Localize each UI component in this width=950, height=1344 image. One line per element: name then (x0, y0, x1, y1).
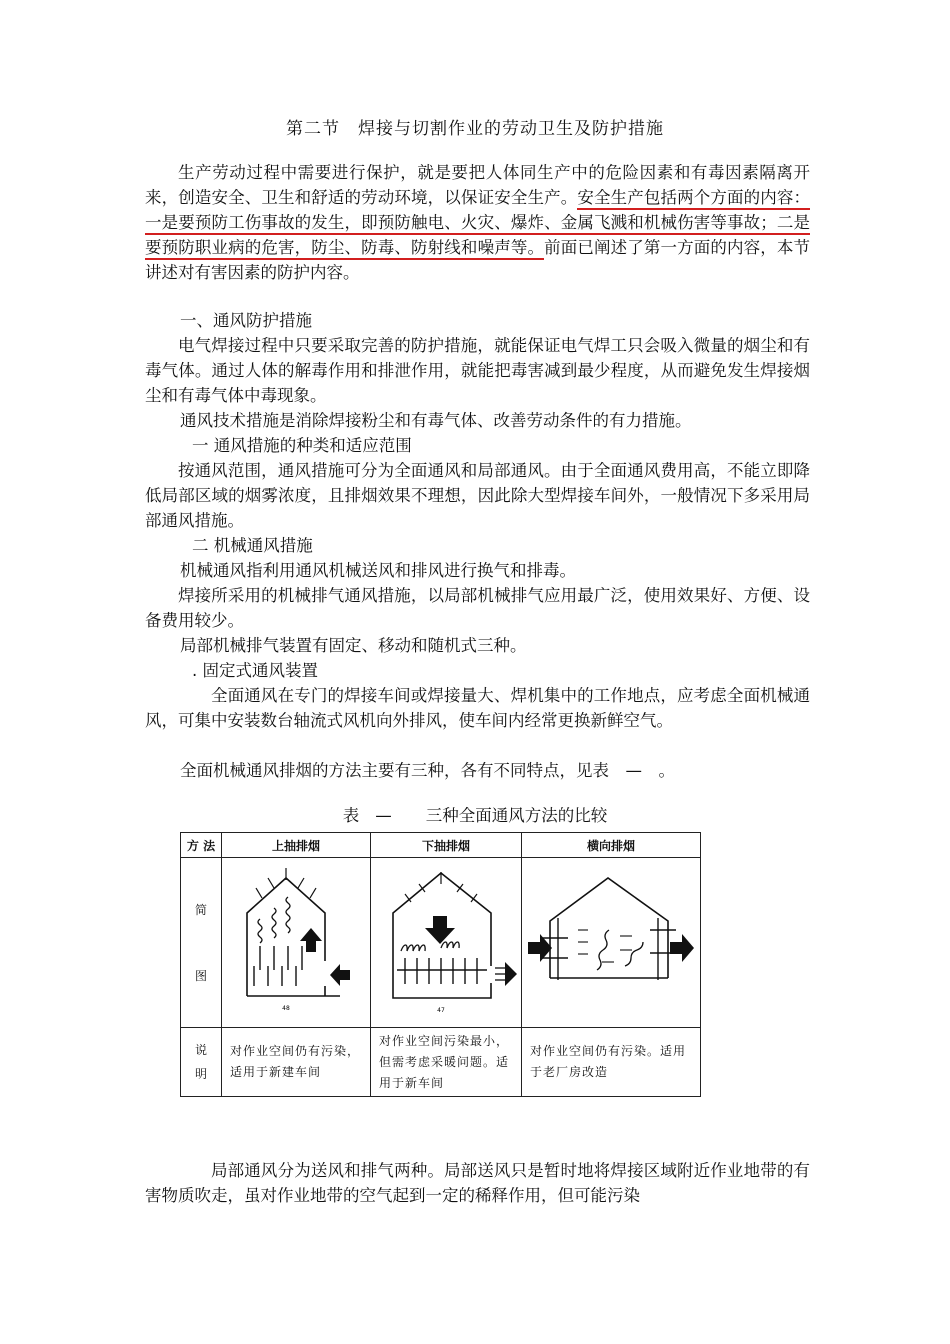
header-top-exhaust: 上抽排烟 (222, 833, 371, 858)
intro-paragraph (145, 160, 810, 285)
desc-cross-exhaust (522, 1028, 701, 1097)
table-caption-label: 表 (342, 806, 360, 825)
intro-highlight: 安全生产包括两个方面的内容：一是要预防工伤事故的发生，即预防触电、火灾、爆炸、金属飞溅和机械伤害等事故；二是要预防职业病的危害，防尘、防毒、防射线和噪声等。 (145, 188, 810, 260)
paragraph-ventilation-measures: 通风技术措施是消除焊接粉尘和有毒气体、改善劳动条件的有力措施。 (180, 411, 692, 430)
diagram-cross-exhaust (522, 858, 700, 1024)
section-heading-ventilation: 一、通风防护措施 (180, 311, 312, 330)
intro-text-1: 生产劳动过程中需要进行保护，就是要把人体同生产中的危险因素和有毒因素隔离开来，创造安全、卫生和舒适的劳动环境，以保证安全生产。 (145, 163, 810, 207)
desc-bottom-exhaust (371, 1028, 522, 1097)
desc-label-1: 说 (194, 1043, 207, 1057)
section-title: 第二节 焊接与切割作业的劳动卫生及防护措施 (286, 119, 664, 139)
header-method: 方 法 (181, 833, 222, 858)
desc-top-exhaust (222, 1028, 371, 1097)
desc-text-cross-exhaust: 对作业空间仍有污染。适用于老厂房改造 (530, 1044, 687, 1079)
diagram-bottom-exhaust (371, 858, 521, 1024)
table-header-row (181, 833, 701, 858)
diagram-label-1: 简 (194, 902, 207, 917)
fig-number-47: 47 (437, 1007, 445, 1014)
paragraph-local-ventilation: 局部通风分为送风和排气两种。局部送风只是暂时地将焊接区域附近作业地带的有害物质吹走，虽对作业地带的空气起到一定的稀释作用，但可能污染 (145, 1161, 810, 1205)
diagram-label-2: 图 (194, 968, 207, 983)
paragraph-general-ventilation: 全面通风在专门的焊接车间或焊接量大、焊机集中的工作地点，应考虑全面机械通风，可集中安装数台轴流式风机向外排风，使车间内经常更换新鲜空气。 (145, 686, 810, 730)
desc-label-2: 明 (194, 1067, 207, 1081)
desc-text-bottom-exhaust: 对作业空间污染最小，但需考虑采暖问题。适用于新车间 (379, 1033, 510, 1090)
paragraph-mechanical-definition: 机械通风指利用通风机械送风和排风进行换气和排毒。 (180, 561, 576, 580)
header-bottom-exhaust: 下抽排烟 (371, 833, 522, 858)
table-caption (0, 802, 950, 826)
diagram-cross-exhaust-cell (522, 858, 701, 1028)
table-diagram-row (181, 858, 701, 1028)
paragraph-three-methods: 全面机械通风排烟的方法主要有三种，各有不同特点，见表 — 。 (180, 761, 675, 780)
paragraph-ventilation-scope: 按通风范围，通风措施可分为全面通风和局部通风。由于全面通风费用高，不能立即降低局部区域的烟雾浓度，且排烟效果不理想，因此除大型焊接车间外，一般情况下多采用局部通风措施。 (145, 461, 810, 530)
paragraph-local-exhaust: 焊接所采用的机械排气通风措施，以局部机械排气应用最广泛，使用效果好、方便、设备费用较少。 (145, 586, 810, 630)
diagram-top-exhaust-cell (222, 858, 371, 1028)
comparison-table (180, 832, 701, 1097)
header-cross-exhaust: 横向排烟 (522, 833, 701, 858)
diagram-row-label (181, 858, 222, 1028)
table-caption-number: — (375, 806, 392, 825)
subheading-ventilation-types: 一 通风措施的种类和适应范围 (192, 436, 412, 455)
subheading-fixed-device: . 固定式通风装置 (192, 661, 318, 680)
table-caption-title: 三种全面通风方法的比较 (425, 806, 608, 825)
paragraph-fume-protection: 电气焊接过程中只要采取完善的防护措施，就能保证电气焊工只会吸入微量的烟尘和有毒气体。通过人体的解毒作用和排泄作用，就能把毒害减到最少程度，从而避免发生焊接烟尘和有毒气体中毒现象。 (145, 336, 810, 405)
desc-text-top-exhaust: 对作业空间仍有污染，适用于新建车间 (230, 1044, 361, 1079)
diagram-bottom-exhaust-cell (371, 858, 522, 1028)
paragraph-exhaust-types: 局部机械排气装置有固定、移动和随机式三种。 (180, 636, 527, 655)
diagram-top-exhaust (222, 858, 370, 1024)
fig-number-48: 48 (282, 1005, 290, 1012)
intro-text-2: 前面已阐述了第一方面的内容，本节讲述对有害因素的防护内容。 (145, 238, 811, 282)
table-description-row (181, 1028, 701, 1097)
description-row-label (181, 1028, 222, 1097)
subheading-mechanical-ventilation: 二 机械通风措施 (192, 536, 313, 555)
